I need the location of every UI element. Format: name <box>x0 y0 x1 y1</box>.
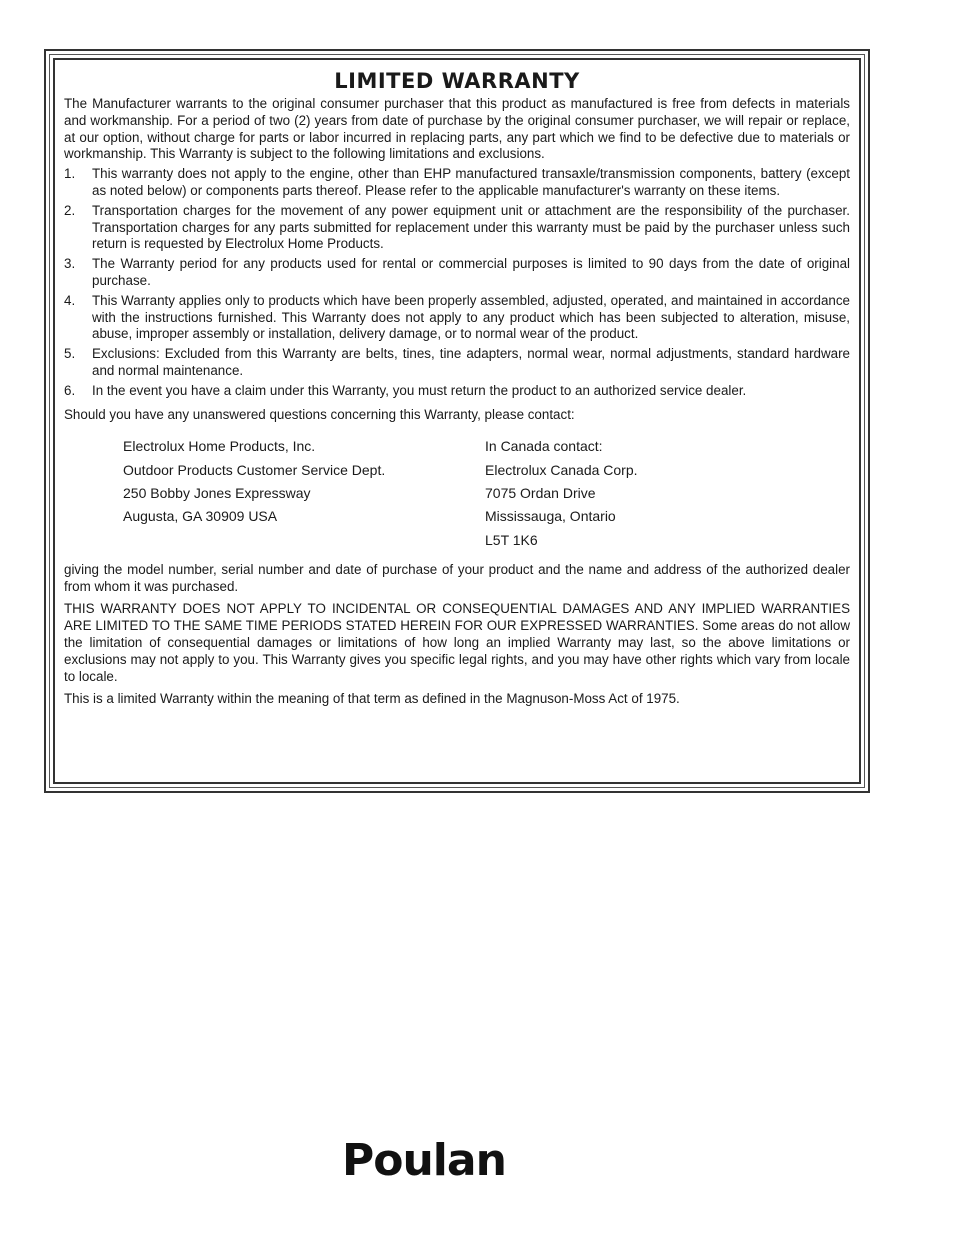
warranty-term <box>64 346 850 380</box>
term-number: 3. <box>64 256 76 272</box>
warranty-content <box>64 68 850 708</box>
warranty-intro: The Manufacturer warrants to the original consumer purchaser that this product as manufactured is free from defects in materials and workmanship. For a period of two (2) years from date of purchase by the original consumer purchaser, we will repair or replace, at our option, without charge for parts or labor incurred in replacing parts, any part which we find to be defective due to materials or workmanship. This Warranty is subject to the following limitations and exclusions. <box>64 96 850 162</box>
warranty-title: LIMITED WARRANTY <box>334 69 580 93</box>
term-number: 5. <box>64 346 76 362</box>
warranty-disclaimer: THIS WARRANTY DOES NOT APPLY TO INCIDENTAL OR CONSEQUENTIAL DAMAGES AND ANY IMPLIED WARRANTIES ARE LIMITED TO THE SAME TIME PERIODS STATED HEREIN FOR OUR EXPRESSED WARRANTIES. Some areas do not allow the limitation of consequential damages or limitations of how long an implied Warranty may last, so the above limitations or exclusions may not apply to you. This Warranty gives you specific legal rights, and you may have other rights which vary from locale to locale. <box>64 601 850 684</box>
address-line: Electrolux Home Products, Inc. <box>123 438 316 455</box>
term-number: 2. <box>64 202 76 218</box>
us-address <box>123 435 485 551</box>
warranty-term <box>64 293 850 343</box>
term-number: 1. <box>64 166 76 182</box>
magnuson-moss-statement: This is a limited Warranty within the meaning of that term as defined in the Magnuson-Moss Act of 1975. <box>64 691 680 707</box>
address-line: L5T 1K6 <box>485 531 538 548</box>
contact-lead-text: Should you have any unanswered questions concerning this Warranty, please contact: <box>64 406 575 422</box>
term-text: Transportation charges for the movement of any power equipment unit or attachment are the responsibility of the purchaser. Transportation charges for any parts submitted for replacement under this warranty must be paid by the purchaser unless such return is requested by Electrolux Home Products. <box>92 202 850 252</box>
address-line: 7075 Ordan Drive <box>485 484 596 501</box>
contact-addresses <box>64 435 850 551</box>
address-line: Outdoor Products Customer Service Dept. <box>123 461 386 478</box>
warranty-term <box>64 166 850 200</box>
canada-address <box>485 435 638 551</box>
term-text: This warranty does not apply to the engine, other than EHP manufactured transaxle/transmission components, battery (except as noted below) or components parts thereof. Please refer to the applicable manufacturer's warranty on these items. <box>92 166 850 198</box>
address-line: 250 Bobby Jones Expressway <box>123 484 311 501</box>
term-text: Exclusions: Excluded from this Warranty are belts, tines, tine adapters, normal wear, normal adjustments, standard hardware and normal maintenance. <box>92 346 850 378</box>
warranty-term <box>64 383 850 400</box>
term-number: 6. <box>64 382 76 398</box>
address-line: In Canada contact: <box>485 438 603 455</box>
address-line: Augusta, GA 30909 USA <box>123 508 278 525</box>
address-line: Electrolux Canada Corp. <box>485 461 638 478</box>
poulan-logo: Poulan <box>342 1135 506 1186</box>
term-text: This Warranty applies only to products which have been properly assembled, adjusted, operated, and maintained in accordance with the instructions furnished. This Warranty does not apply to any product which has been subjected to alteration, misuse, abuse, improper assembly or installation, delivery damage, or to normal wear of the product. <box>92 292 850 342</box>
term-text: In the event you have a claim under this Warranty, you must return the product to an authorized service dealer. <box>92 382 747 398</box>
warranty-terms-list <box>64 166 850 399</box>
term-text: The Warranty period for any products used for rental or commercial purposes is limited to 90 days from the date of original purchase. <box>92 256 850 288</box>
term-number: 4. <box>64 292 76 308</box>
warranty-term <box>64 203 850 253</box>
giving-info-text: giving the model number, serial number and date of purchase of your product and the name and address of the authorized dealer from whom it was purchased. <box>64 561 850 594</box>
warranty-term <box>64 256 850 290</box>
address-line: Mississauga, Ontario <box>485 508 616 525</box>
